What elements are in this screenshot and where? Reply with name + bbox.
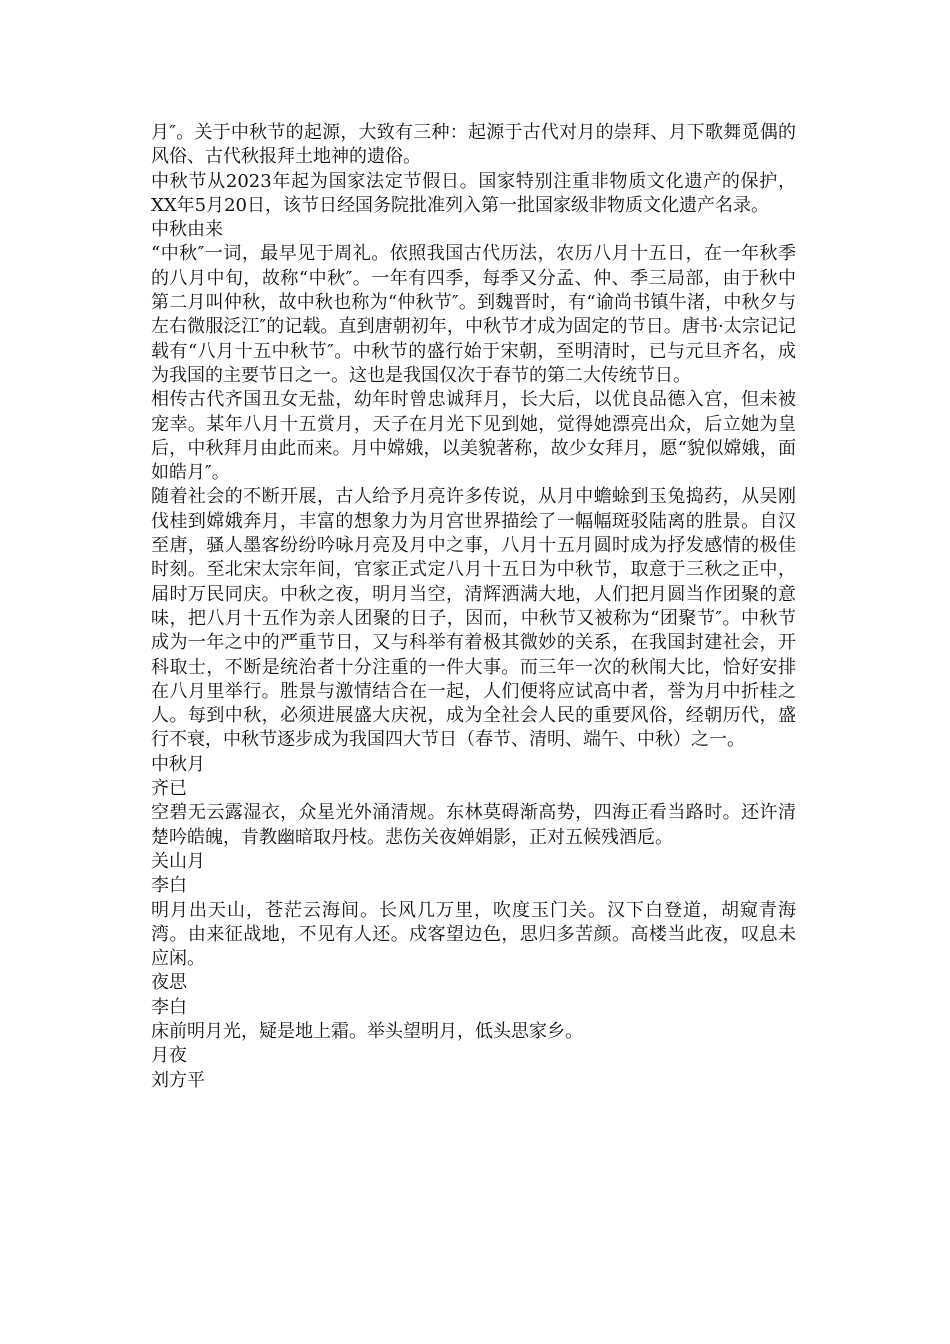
legend-paragraph: 相传古代齐国丑女无盐，幼年时曾忠诚拜月，长大后，以优良品德入宫，但未被宠幸。某年八月十五赏月，天子在月光下见到她，觉得她漂亮出众，后立她为皇后，中秋拜月由此而来。月中嫦娥，以美貌著称，故少女拜月，愿“貌似嫦娥，面如皓月″。: [151, 389, 796, 484]
poem-title-yesi: 夜思: [151, 972, 187, 994]
poem-title-guanshanyue: 关山月: [151, 850, 205, 872]
poem-author-libai-1: 李白: [151, 875, 187, 897]
poem-author-qiji: 齐已: [151, 778, 187, 800]
development-paragraph: 随着社会的不断开展，古人给予月亮许多传说，从月中蟾蜍到玉兔捣药，从吴刚伐桂到嫦娥奔月，丰富的想象力为月宫世界描绘了一幅幅斑驳陆离的胜景。自汉至唐，骚人墨客纷纷吟咏月亮及月中之事，八月十五月圆时成为抒发感情的极佳时刻。至北宋太宗年间，官家正式定八月十五日为中秋节，取意于三秋之正中，届时万民同庆。中秋之夜，明月当空，清辉洒满大地，人们把月圆当作团聚的意味，把八月十五作为亲人团聚的日子，因而，中秋节又被称为“团聚节″。中秋节成为一年之中的严重节日，又与科举有着极其微妙的关系，在我国封建社会，开科取士，不断是统治者十分注重的一件大事。而三年一次的秋闱大比，恰好安排在八月里举行。胜景与激情结合在一起，人们便将应试高中者，誉为月中折桂之人。每到中秋，必须进展盛大庆祝，成为全社会人民的重要风俗，经朝历代，盛行不衰，中秋节逐步成为我国四大节日（春节、清明、端午、中秋）之一。: [151, 486, 796, 751]
poem-title-zhongqiuyue: 中秋月: [151, 753, 205, 775]
origin-history-paragraph: “中秋″一词，最早见于周礼。依照我国古代历法，农历八月十五日，在一年秋季的八月中旬，故称“中秋″。一年有四季，每季又分孟、仲、季三局部，由于秋中第二月叫仲秋，故中秋也称为“仲秋节″。到魏晋时，有“谕尚书镇牛渚，中秋夕与左右微服泛江″的记载。直到唐朝初年，中秋节才成为固定的节日。唐书·太宗记记载有“八月十五中秋节″。中秋节的盛行始于宋朝，至明清时，已与元旦齐名，成为我国的主要节日之一。这也是我国仅次于春节的第二大传统节日。: [151, 243, 796, 386]
poem-body-zhongqiuyue: 空碧无云露湿衣，众星光外涌清规。东林莫碍渐高势，四海正看当路时。还许清楚吟皓魄，肯教幽暗取丹枝。悲伤关夜婵娟影，正对五候残酒卮。: [151, 802, 796, 848]
holiday-paragraph: 中秋节从2023年起为国家法定节假日。国家特别注重非物质文化遗产的保护，XX年5月20日，该节日经国务院批准列入第一批国家级非物质文化遗产名录。: [151, 170, 796, 216]
intro-origin-paragraph: 月″。关于中秋节的起源，大致有三种：起源于古代对月的崇拜、月下歌舞觅偶的风俗、古代秋报拜土地神的遗俗。: [151, 122, 796, 168]
document-page: [151, 121, 796, 1093]
poem-author-liufangping: 刘方平: [151, 1069, 205, 1091]
poem-author-libai-2: 李白: [151, 996, 187, 1018]
poem-body-guanshanyue: 明月出天山，苍茫云海间。长风几万里，吹度玉门关。汉下白登道，胡窥青海湾。由来征战地，不见有人还。戍客望边色，思归多苦颜。高楼当此夜，叹息未应闲。: [151, 899, 796, 970]
section-heading-origin: 中秋由来: [151, 219, 223, 241]
poem-title-yueye: 月夜: [151, 1045, 187, 1067]
poem-body-yesi: 床前明月光，疑是地上霜。举头望明月，低头思家乡。: [151, 1020, 583, 1042]
